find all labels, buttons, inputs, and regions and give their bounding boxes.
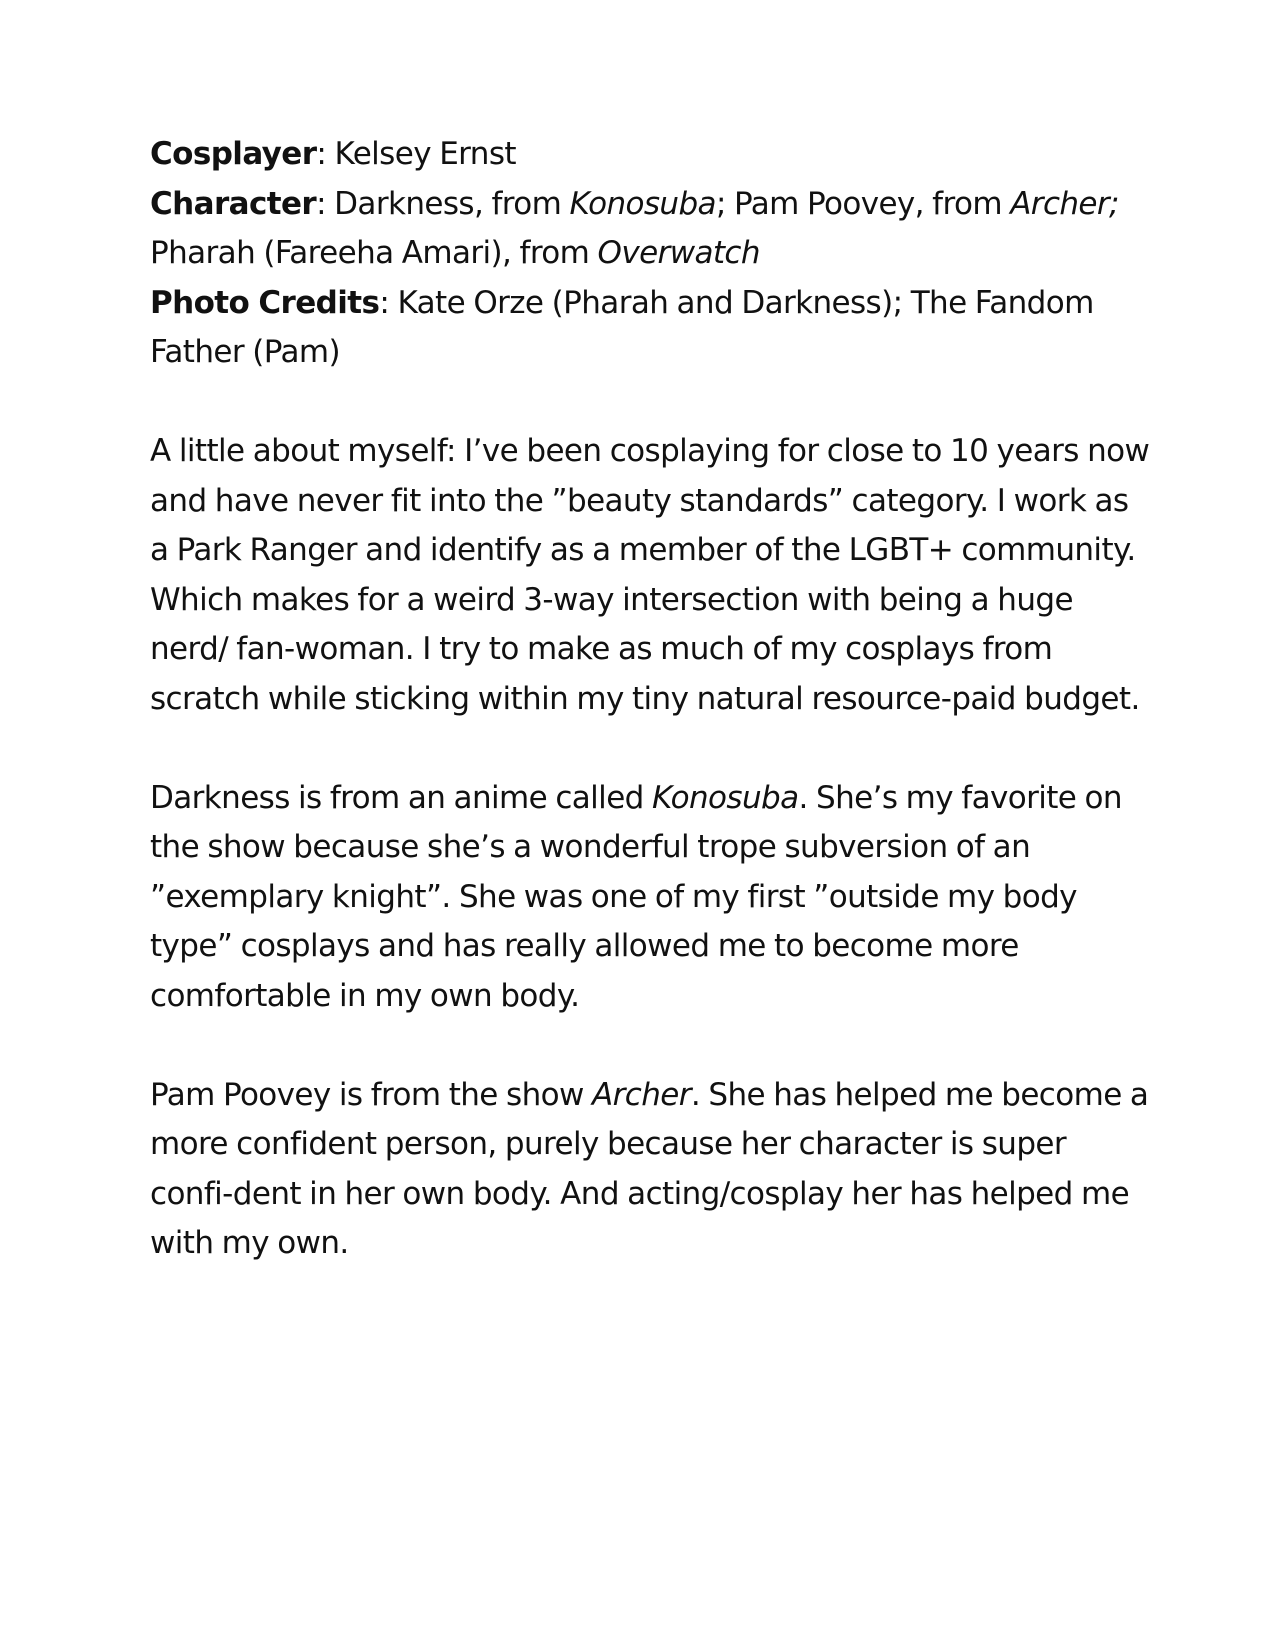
darkness-text-1: Darkness is from an anime called — [150, 779, 653, 816]
pam-text-2: . She has helped me become a more confident person, purely because her character is super confi-dent in her own body. And acting/cosplay her has helped me with my own. — [150, 1076, 1149, 1261]
document-page — [150, 130, 1150, 1318]
paragraph-darkness — [150, 774, 1150, 1022]
pam-text-1: Pam Poovey is from the show — [150, 1076, 593, 1113]
darkness-title-konosuba: Konosuba — [652, 779, 799, 816]
paragraph-pam-poovey — [150, 1071, 1150, 1269]
character-title-konosuba: Konosuba — [569, 185, 716, 222]
cosplayer-line — [150, 130, 1150, 180]
photo-credits-value: : Kate Orze (Pharah and Darkness); The Fandom Father (Pam) — [150, 284, 1094, 370]
character-title-overwatch: Overwatch — [597, 235, 760, 271]
pam-title-archer: Archer — [592, 1076, 691, 1113]
character-label: Character — [150, 185, 317, 222]
darkness-text-2: . She’s my favorite on the show because she’s a wonderful trope subversion of an ”exemplary knight”. She was one of my first ”outside my body type” cosplays and has really allowed me to become more comfortable in my own body. — [150, 779, 1122, 1014]
paragraph-about-myself: A little about myself: I’ve been cosplaying for close to 10 years now and have never fit into the ”beauty standards” category. I work as a Park Ranger and identify as a member of the LGBT+ community. Which makes for a weird 3-way intersection with being a huge nerd/ fan-woman. I try to make as much of my cosplays from scratch while sticking within my tiny natural resource-paid budget. — [150, 433, 1150, 717]
character-text-1: : Darkness, from — [316, 185, 570, 222]
character-line — [150, 180, 1150, 279]
cosplayer-label: Cosplayer — [150, 136, 317, 172]
character-title-archer: Archer; — [1010, 185, 1119, 222]
photo-credits-label: Photo Credits — [150, 284, 380, 321]
credits-block — [150, 130, 1150, 378]
cosplayer-value: : Kelsey Ernst — [316, 136, 516, 172]
photo-credits-line — [150, 279, 1150, 378]
character-text-2: ; Pam Poovey, from — [715, 185, 1011, 222]
character-text-3: Pharah (Fareeha Amari), from — [150, 235, 598, 271]
